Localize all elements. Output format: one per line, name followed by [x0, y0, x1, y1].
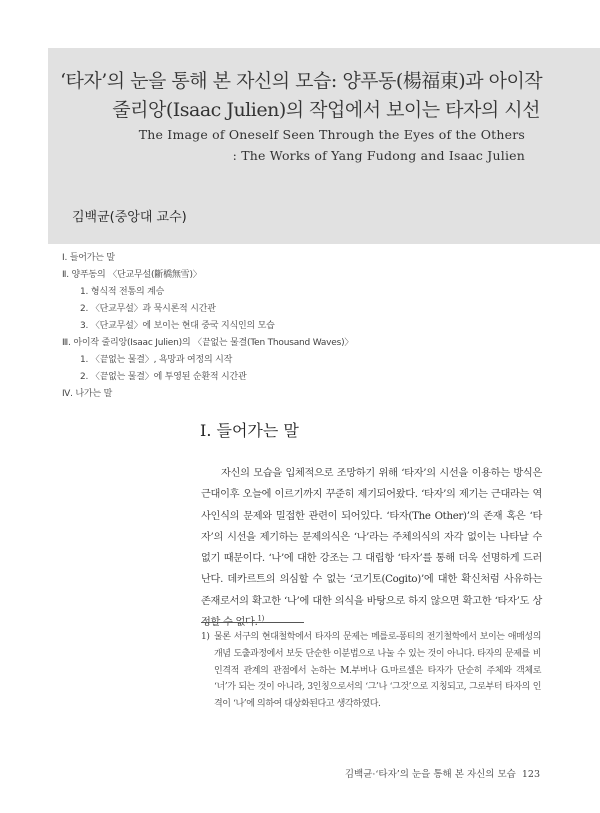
toc-item: 1. 〈끝없는 물결〉, 욕망과 여정의 시작	[80, 355, 233, 365]
body-paragraph	[201, 463, 542, 633]
body-paragraph-text: 자신의 모습을 입체적으로 조망하기 위해 ‘타자’의 시선을 이용하는 방식은 근대이후 오늘에 이르기까지 꾸준히 제기되어왔다. ‘타자’의 제기는 근대라는 역사인식의 문제와 밀접한 관련이 되어있다. ‘타자(The Other)’의 존재 혹은 ‘타자’의 시선을 제기하는 문제의식은 ‘나’라는 주체의식의 자각 없이는 나타날 수 없기 때문이다. ‘나’에 대한 강조는 그 대립항 ‘타자’를 통해 더욱 선명하게 드러난다. 데카르트의 의심할 수 없는 ‘코기토(Cogito)’에 대한 확신처럼 사유하는 존재로서의 확고한 ‘나’에 대한 의식을 바탕으로 하지 않으면 확고한 ‘타자’도 상정할 수 없다.	[201, 468, 542, 629]
toc-item: Ⅲ. 아이작 줄리앙(Isaac Julien)의 〈끝없는 물결(Ten Thousand Waves)〉	[62, 338, 354, 348]
footnote-text: 물론 서구의 현대철학에서 타자의 문제는 메를로-퐁티의 전기철학에서 보이는 애매성의 개념 도출과정에서 보듯 단순한 이분법으로 나눌 수 있는 것이 아니다. 타자의 문제를 비인격적 관계의 관점에서 논하는 M.부버나 G.마르셀은 타자가 단순히 주체와 객체로 ‘너’가 되는 것이 아니라, 3인칭으로서의 ‘그’나 ‘그것’으로 지칭되고, 그로부터 타자의 인격이 ‘나’에 의하여 대상화된다고 생각하였다.	[214, 632, 541, 710]
korean-title-line-2: 줄리앙(Isaac Julien)의 작업에서 보이는 타자의 시선	[112, 99, 540, 121]
running-footer	[300, 766, 540, 780]
toc-item: Ⅱ. 양푸동의 〈단교무설(斷橋無雪)〉	[62, 270, 202, 280]
english-title-line-2: : The Works of Yang Fudong and Isaac Julien	[232, 148, 525, 163]
table-of-contents	[62, 250, 353, 403]
toc-item: Ⅰ. 들어가는 말	[62, 253, 115, 263]
running-footer-text: 김백균·‘타자’의 눈을 통해 본 자신의 모습	[344, 769, 516, 780]
footnote-number: 1)	[201, 632, 210, 642]
footnote-divider	[201, 622, 304, 623]
toc-item: 1. 형식적 전통의 계승	[80, 287, 165, 297]
author-name: 김백균(중앙대 교수)	[72, 210, 187, 225]
toc-item: 3. 〈단교무설〉에 보이는 현대 중국 지식인의 모습	[80, 321, 275, 331]
section-heading: Ⅰ. 들어가는 말	[200, 421, 299, 440]
toc-item: Ⅳ. 나가는 말	[62, 389, 113, 399]
footnote	[201, 629, 541, 713]
toc-item: 2. 〈끝없는 물결〉에 투영된 순환적 시간관	[80, 372, 247, 382]
english-title-line-1: The Image of Oneself Seen Through the Eyes of the Others	[138, 127, 525, 142]
korean-title-line-1: ‘타자’의 눈을 통해 본 자신의 모습: 양푸동(楊福東)과 아이작	[60, 70, 543, 92]
toc-item: 2. 〈단교무설〉과 묵시론적 시간관	[80, 304, 216, 314]
footnote-reference: 1)	[257, 614, 265, 623]
page-number: 123	[521, 769, 540, 780]
